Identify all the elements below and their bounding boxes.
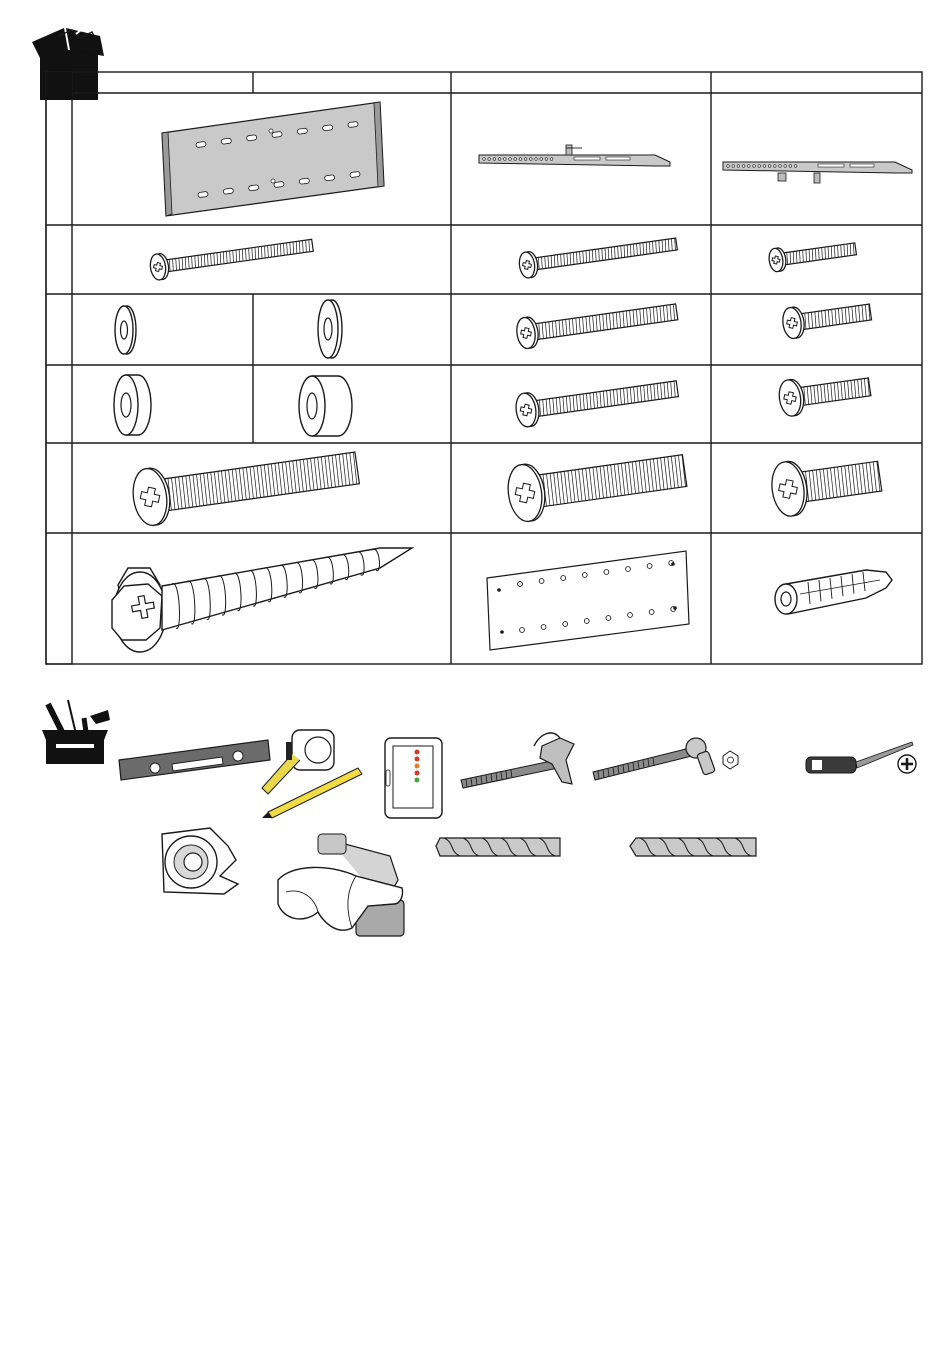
phillips-bolt-medium-icon (514, 372, 680, 428)
phillips-bolt-medium-thin-icon (518, 231, 679, 279)
stud-finder-icon (385, 738, 442, 818)
hammer-icon (461, 733, 574, 788)
phillips-bolt-large-short-icon (769, 449, 884, 518)
flat-washer-large-icon (318, 300, 342, 358)
hex-nut-icon (723, 751, 738, 769)
toolbox-icon (42, 700, 110, 764)
phillips-bolt-short-thin-icon (768, 237, 858, 272)
tape-measure-icon (262, 730, 334, 794)
masonry-drill-bit-icon (436, 838, 560, 856)
phillips-bolt-large-long-icon (130, 440, 361, 528)
wood-drill-bit-icon (630, 838, 756, 856)
phillips-bolt-long-thin-icon (149, 232, 315, 281)
drilling-template-icon (487, 551, 689, 650)
phillips-bolt-short-icon (781, 297, 873, 340)
wall-plate-icon (162, 102, 384, 216)
phillips-bolt-large-medium-icon (505, 442, 689, 523)
long-bracket-arm-icon (479, 145, 670, 166)
adhesive-tape-icon (162, 828, 238, 894)
phillips-bolt-short-icon (777, 369, 872, 418)
spacer-small-icon (114, 375, 151, 435)
spirit-level-icon (119, 740, 270, 780)
bracket-arm-with-lock-icon (723, 162, 912, 183)
wall-anchor-icon (775, 570, 892, 614)
phillips-bolt-medium-icon (515, 296, 679, 349)
socket-wrench-icon (593, 738, 715, 780)
phillips-screwdriver-icon (806, 742, 916, 773)
spacer-large-icon (299, 376, 352, 436)
flat-washer-small-icon (115, 306, 136, 354)
lag-screw-icon (112, 548, 412, 652)
